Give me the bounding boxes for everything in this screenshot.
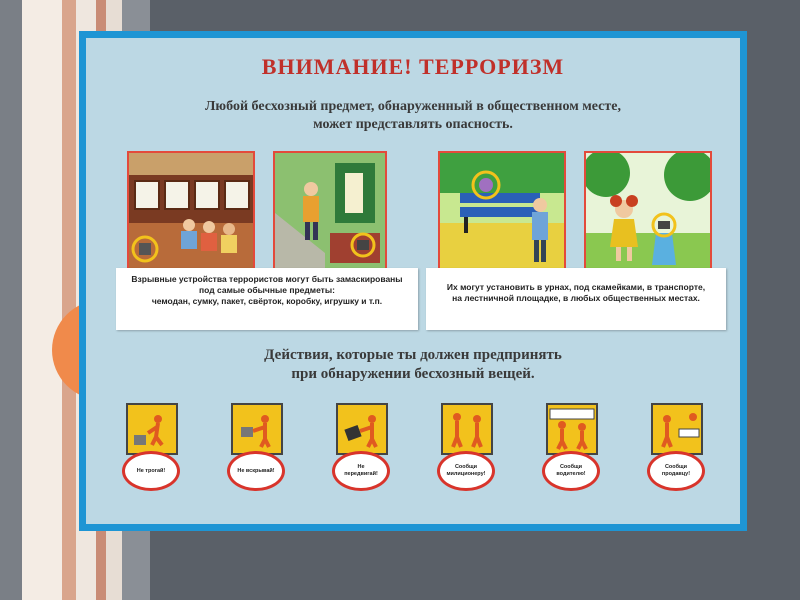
caption-left-line-3: чемодан, сумку, пакет, свёрток, коробку, игрушку и т.п. (151, 296, 383, 306)
action-label: Не трогай! (122, 451, 180, 491)
action-item (647, 403, 707, 498)
action-label: Сообщи милиционеру! (437, 451, 495, 491)
park-girl-illustration (584, 151, 712, 275)
report-driver-icon (546, 403, 598, 455)
action-item (122, 403, 182, 498)
report-seller-icon (651, 403, 703, 455)
action-item (227, 403, 287, 498)
actions-title-line-2: при обнаружении бесхозный вещей. (291, 366, 535, 382)
subtitle-line-2: может представлять опасность. (313, 117, 513, 132)
action-label: Сообщи водителю! (542, 451, 600, 491)
action-label: Не вскрывай! (227, 451, 285, 491)
action-item (437, 403, 497, 498)
action-label: Не передвигай! (332, 451, 390, 491)
dont-move-icon (336, 403, 388, 455)
caption-left-line-1: Взрывные устройства террористов могут быть замаскированы (131, 274, 403, 284)
poster-inner (86, 38, 740, 524)
report-police-icon (441, 403, 493, 455)
dont-touch-icon (126, 403, 178, 455)
dont-open-icon (231, 403, 283, 455)
poster-subtitle (86, 98, 740, 134)
terrorism-poster (79, 31, 747, 531)
actions-title-line-1: Действия, которые ты должен предпринять (264, 347, 562, 363)
action-item (332, 403, 392, 498)
train-illustration (127, 151, 255, 275)
caption-disguised-devices (116, 268, 418, 330)
park-bench-illustration (438, 151, 566, 275)
stairwell-illustration (273, 151, 387, 275)
caption-right-line-1: Их могут установить в урнах, под скамейками, в транспорте, (446, 282, 706, 292)
poster-title: ВНИМАНИЕ! ТЕРРОРИЗМ (261, 54, 565, 79)
actions-title (86, 346, 740, 384)
caption-right-line-2: на лестничной площадке, в любых общественных местах. (452, 293, 700, 303)
caption-left-line-2: под самые обычные предметы: (199, 285, 335, 295)
action-item (542, 403, 602, 498)
caption-placement (426, 268, 726, 330)
subtitle-line-1: Любой бесхозный предмет, обнаруженный в общественном месте, (205, 99, 621, 114)
action-label: Сообщи продавцу! (647, 451, 705, 491)
